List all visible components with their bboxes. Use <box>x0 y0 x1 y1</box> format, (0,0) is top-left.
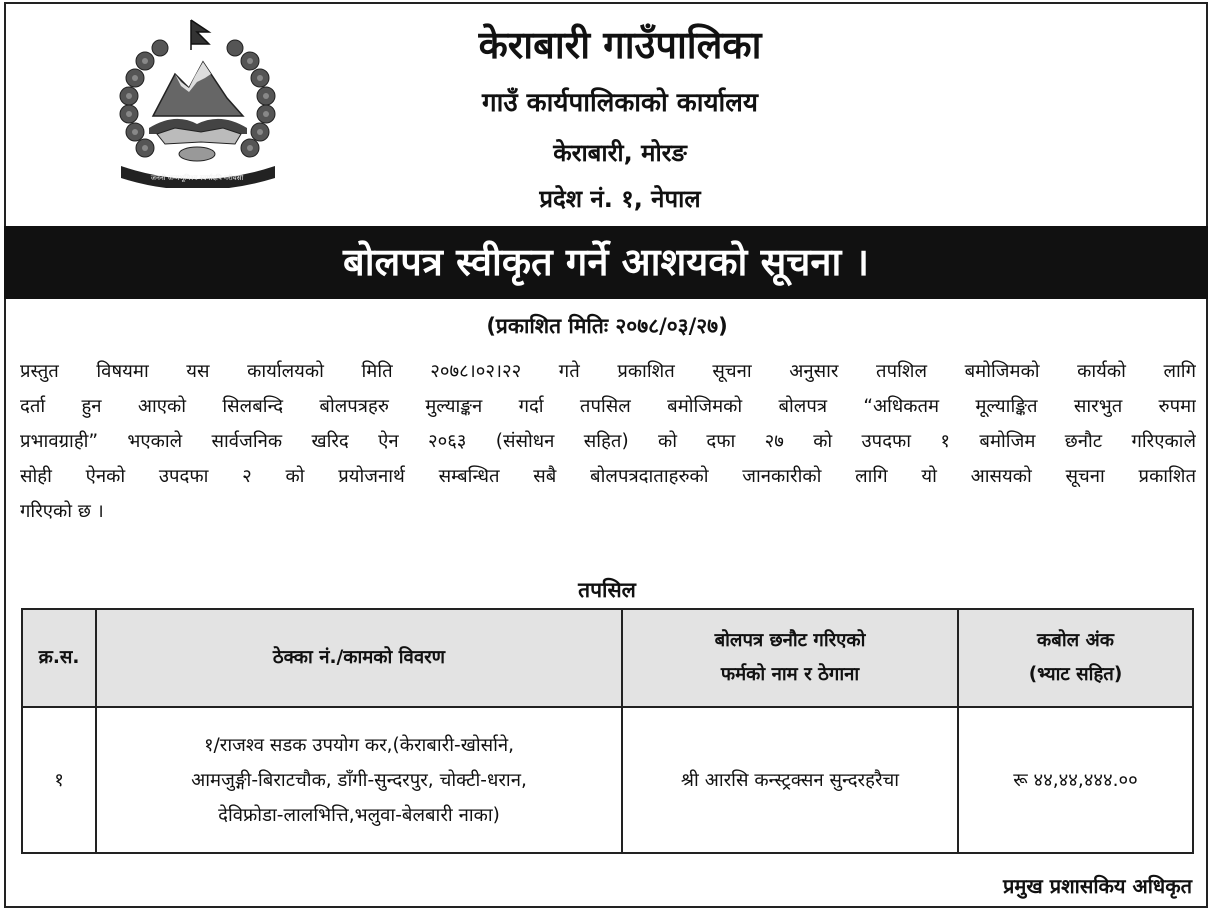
header-amount-line1: कबोल अंक <box>1037 630 1114 651</box>
cell-firm: श्री आरसि कन्स्ट्रक्सन सुन्दरहरैचा <box>622 707 958 853</box>
body-line: प्रभावग्राही” भएकाले सार्वजनिक खरिद ऐन २०६३ (संसोधन सहित) को दफा २७ को उपदफा १ बमोजिम छनौट गरिएकाले <box>20 431 1196 452</box>
municipality-name: केराबारी गाउँपालिका <box>478 23 762 67</box>
header-amount <box>958 609 1193 707</box>
emblem-motto: जननी जन्मभूमिश्च स्वर्गादपि गरीयसी <box>150 174 244 182</box>
province-country: प्रदेश नं. १, नेपाल <box>539 185 701 213</box>
header-firm <box>622 609 958 707</box>
contract-line: १/राजश्व सडक उपयोग कर,(केराबारी-खोर्साने, <box>203 734 515 756</box>
cell-sn: १ <box>22 707 96 853</box>
nepal-government-emblem <box>105 16 290 188</box>
header-firm-line2: फर्मको नाम र ठेगाना <box>720 664 860 685</box>
office-name: गाउँ कार्यपालिकाको कार्यालय <box>482 88 758 118</box>
body-line: प्रस्तुत विषयमा यस कार्यालयको मिति २०७८।०२।२२ गते प्रकाशित सूचना अनुसार तपशिल बमोजिमको कार्यको लागि <box>20 361 1196 382</box>
body-line: सोही ऐनको उपदफा २ को प्रयोजनार्थ सम्बन्धित सबै बोलपत्रदाताहरुको जानकारीको लागि यो आसयको सूचना प्रकाशित <box>20 466 1196 487</box>
contract-line: आमजुङ्गी-बिराटचौक, डाँगी-सुन्दरपुर, चोक्टी-धरान, <box>191 769 527 791</box>
notice-title-banner <box>4 226 1208 299</box>
notice-title: बोलपत्र स्वीकृत गर्ने आशयको सूचना । <box>343 240 869 284</box>
publication-date: (प्रकाशित मितिः २०७८/०३/२७) <box>486 314 728 338</box>
body-line: गरिएको छ । <box>20 501 104 522</box>
table-caption: तपसिल <box>578 578 636 602</box>
body-line: दर्ता हुन आएको सिलबन्दि बोलपत्रहरु मुल्याङ्कन गर्दा तपसिल बमोजिमको बोलपत्र “अधिकतम मूल्याङ्कित सारभुत रुपमा <box>20 396 1196 417</box>
contract-line: देविफ्रोडा-लालभित्ति,भलुवा-बेलबारी नाका) <box>218 804 500 826</box>
office-location: केराबारी, मोरङ <box>553 139 687 167</box>
cell-amount: रू ४४,४४,४४४.०० <box>958 707 1193 853</box>
details-table <box>21 608 1194 854</box>
signatory-designation: प्रमुख प्रशासकिय अधिकृत <box>1003 874 1192 898</box>
cell-contract <box>96 707 622 853</box>
header-firm-line1: बोलपत्र छनौट गरिएको <box>714 630 866 651</box>
header-sn: क्र.स. <box>22 609 96 707</box>
header-amount-line2: (भ्याट सहित) <box>1028 664 1123 685</box>
table-row <box>22 707 1193 853</box>
table-header-row <box>22 609 1193 707</box>
header-contract: ठेक्का नं./कामको विवरण <box>96 609 622 707</box>
